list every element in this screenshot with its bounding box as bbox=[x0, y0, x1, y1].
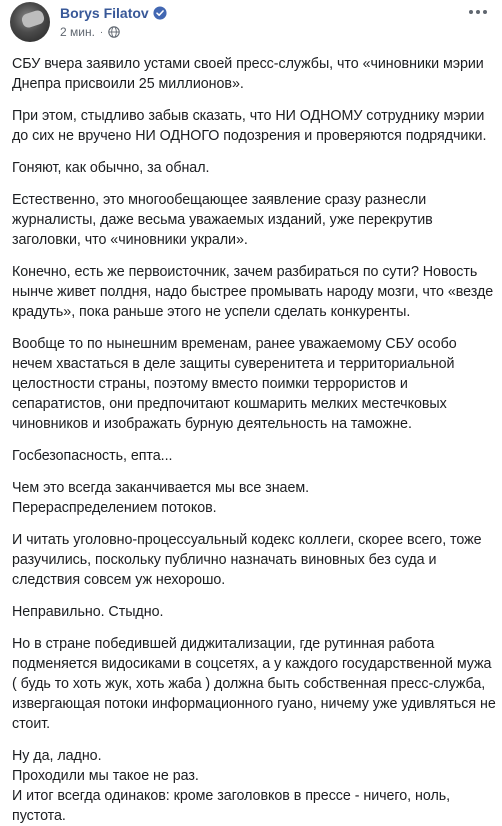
avatar-photo-detail bbox=[20, 9, 45, 29]
author-row bbox=[60, 3, 167, 23]
post-paragraph: Проходили мы такое не раз. bbox=[12, 768, 199, 784]
verified-badge-icon bbox=[153, 6, 167, 20]
post-paragraph: И итог всегда одинаков: кроме заголовков в прессе - ничего, ноль, пустота. bbox=[12, 788, 451, 824]
post-paragraph: И читать уголовно-процессуальный кодекс коллеги, скорее всего, тоже разучились, поскольку публично назначать виновных без суда и следствия совсем уж нехорошо. bbox=[12, 532, 482, 588]
post-header bbox=[10, 2, 492, 42]
menu-dot bbox=[469, 10, 473, 14]
post-paragraph: Конечно, есть же первоисточник, зачем разбираться по сути? Новость нынче живет полдня, надо быстрее промывать народу мозги, что «везде крадуть», пока раньше этого не успели сделать конкуренты. bbox=[12, 264, 494, 320]
more-options-icon[interactable] bbox=[466, 4, 490, 20]
post-paragraph: Естественно, это многообещающее заявление сразу разнесли журналисты, даже весьма уважаемых изданий, уже перекрутив заголовки, что «чиновники украли». bbox=[12, 192, 433, 248]
post-paragraph: Госбезопасность, епта... bbox=[12, 448, 173, 464]
author-name-link[interactable]: Borys Filatov bbox=[60, 5, 149, 21]
post-paragraph: СБУ вчера заявило устами своей пресс-службы, что «чиновники мэрии Днепра присвоили 25 миллионов». bbox=[12, 56, 484, 92]
post-paragraph: Гоняют, как обычно, за обнал. bbox=[12, 160, 210, 176]
post-paragraph: Перераспределением потоков. bbox=[12, 500, 217, 516]
post-paragraph: Неправильно. Стыдно. bbox=[12, 604, 164, 620]
post-timestamp-link[interactable]: 2 мин. bbox=[60, 25, 95, 39]
menu-dot bbox=[476, 10, 480, 14]
author-avatar[interactable] bbox=[10, 2, 50, 42]
globe-icon[interactable] bbox=[108, 26, 120, 38]
meta-separator: · bbox=[99, 26, 104, 38]
post-paragraph: Вообще то по нынешним временам, ранее уважаемому СБУ особо нечем хвастаться в деле защиты суверенитета и территориальной целостности страны, поэтому вместо поимки террористов и сепаратистов, они предпочитают кошмарить мелких местечковых чиновников и изображать бурную деятельность на таможне. bbox=[12, 336, 457, 432]
post-paragraph: При этом, стыдливо забыв сказать, что НИ ОДНОМУ сотруднику мэрии до сих не вручено НИ ОДНОГО подозрения и проверяются подрядчики. bbox=[12, 108, 487, 144]
post-paragraph: Но в стране победившей диджитализации, где рутинная работа подменяется видосиками в соцсетях, а у каждого государственной мужа ( будь то хоть жук, хоть жаба ) должна быть собственная пресс-служба, извергающая потоки информационного гуано, ничему уже удивляться не стоит. bbox=[12, 636, 496, 732]
post-text bbox=[12, 54, 496, 826]
post-paragraph: Чем это всегда заканчивается мы все знаем. bbox=[12, 480, 310, 496]
post-meta bbox=[60, 24, 120, 40]
menu-dot bbox=[483, 10, 487, 14]
post-paragraph: Ну да, ладно. bbox=[12, 748, 102, 764]
